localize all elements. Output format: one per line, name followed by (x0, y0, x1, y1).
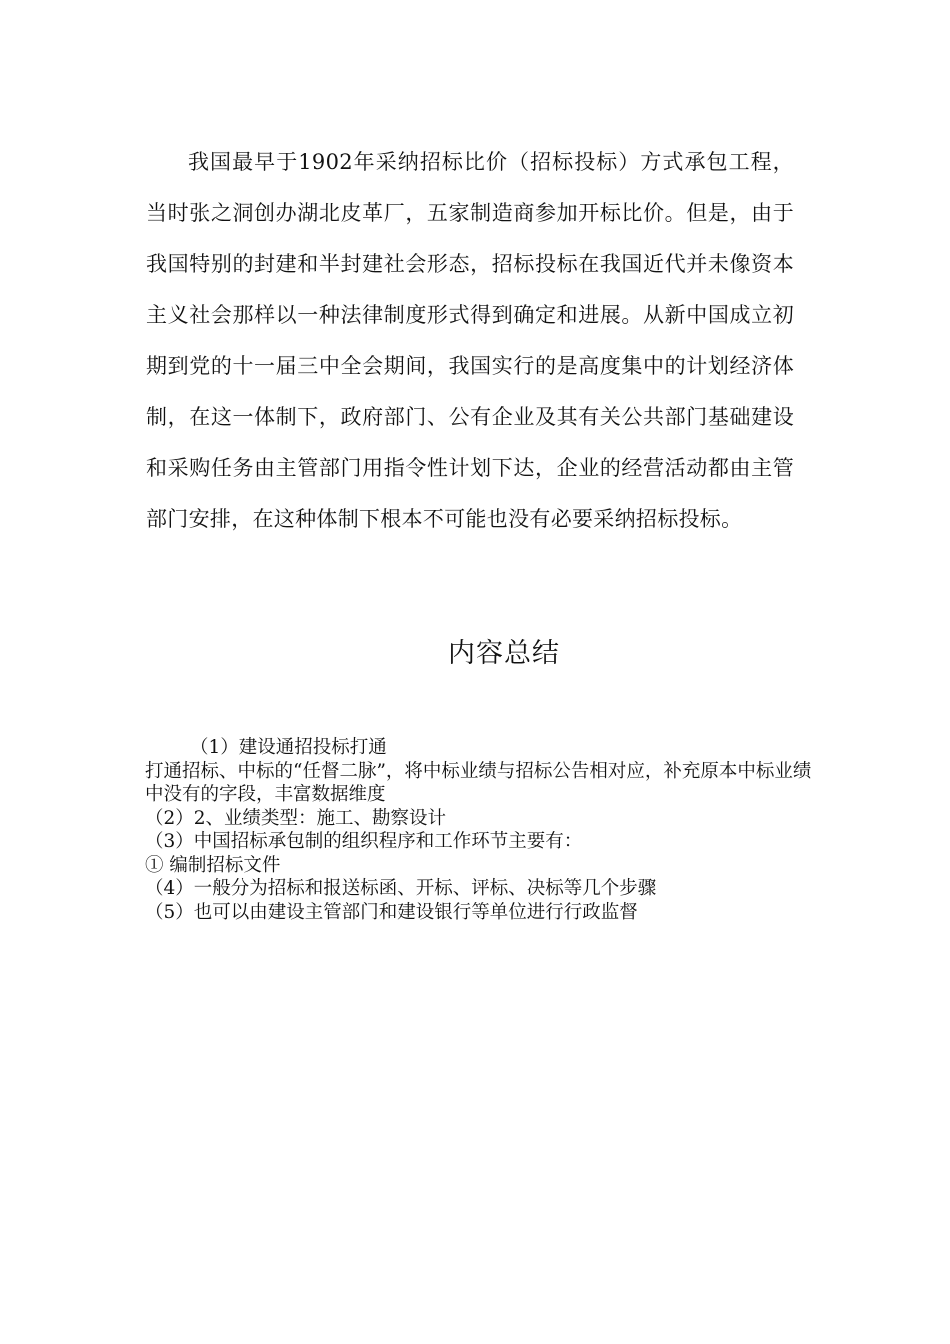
summary-item: 打通招标、中标的“任督二脉”，将中标业绩与招标公告相对应，补充原本中标业绩中没有的字段，丰富数据维度 (145, 760, 812, 805)
summary-item: （3）中国招标承包制的组织程序和工作环节主要有： (145, 831, 583, 852)
summary-item: （5）也可以由建设主管部门和建设银行等单位进行行政监督 (145, 901, 638, 923)
summary-item: （1）建设通招投标打通 (190, 737, 387, 758)
summary-item: （2）2、业绩类型：施工、勘察设计 (145, 807, 447, 829)
summary-title: 内容总结 (448, 638, 560, 669)
summary-list (145, 736, 815, 924)
summary-item: （4）一般分为招标和报送标函、开标、评标、决标等几个步骤 (145, 878, 657, 899)
body-paragraph: 我国最早于1902年采纳招标比价（招标投标）方式承包工程，当时张之洞创办湖北皮革厂，五家制造商参加开标比价。但是，由于我国特别的封建和半封建社会形态，招标投标在我国近代并未像资本主义社会那样以一种法律制度形式得到确定和进展。从新中国成立初期到党的十一届三中全会期间，我国实行的是高度集中的计划经济体制，在这一体制下，政府部门、公有企业及其有关公共部门基础建设和采购任务由主管部门用指令性计划下达，企业的经营活动都由主管部门安排，在这种体制下根本不可能也没有必要采纳招标投标。 (146, 150, 794, 531)
summary-item: ① 编制招标文件 (145, 854, 281, 876)
